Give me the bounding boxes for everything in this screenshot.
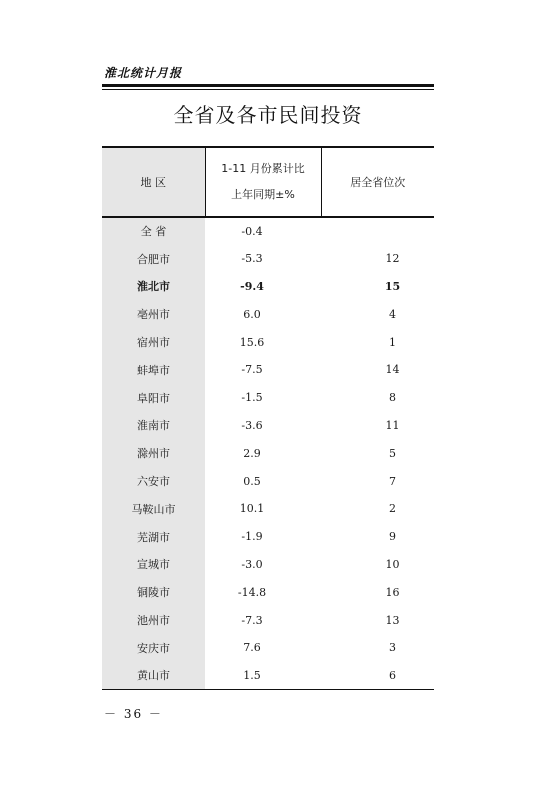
table-row	[102, 412, 434, 440]
cell-change: 10.1	[239, 502, 265, 516]
cell-region: 亳州市	[102, 300, 205, 328]
cell-rank: 1	[389, 335, 396, 349]
cell-region: 淮南市	[102, 412, 205, 440]
table-header-row	[102, 147, 434, 217]
table-row	[102, 356, 434, 384]
cell-change: -1.5	[241, 391, 263, 405]
table-row	[102, 551, 434, 579]
cell-region: 蚌埠市	[102, 356, 205, 384]
page-number: － 36 －	[104, 707, 163, 721]
cell-region: 芜湖市	[102, 523, 205, 551]
cell-region: 黄山市	[102, 662, 205, 690]
cell-region: 滁州市	[102, 439, 205, 467]
cell-region: 全 省	[102, 217, 205, 245]
cell-rank: 14	[385, 363, 400, 377]
table-row	[102, 495, 434, 523]
cell-region: 宿州市	[102, 328, 205, 356]
cell-rank: 13	[385, 613, 400, 627]
column-header-change-line2: 上年同期±%	[231, 188, 295, 201]
table-row	[102, 328, 434, 356]
table-row	[102, 523, 434, 551]
investment-table	[102, 146, 434, 690]
cell-region: 合肥市	[102, 245, 205, 273]
cell-rank: 9	[389, 530, 396, 544]
cell-change: -7.5	[241, 363, 263, 377]
cell-change: -14.8	[237, 585, 267, 599]
column-header-change-line1: 1-11 月份累计比	[221, 162, 305, 175]
cell-rank: 11	[385, 418, 400, 432]
cell-change: 6.0	[243, 307, 261, 321]
cell-change: 7.6	[243, 641, 261, 655]
cell-rank: 12	[385, 252, 400, 266]
table-row	[102, 662, 434, 690]
cell-rank: 5	[389, 446, 396, 460]
table-row	[102, 439, 434, 467]
column-header-rank: 居全省位次	[321, 147, 434, 217]
table-row	[102, 217, 434, 245]
cell-change: -3.6	[241, 418, 263, 432]
column-header-change	[205, 147, 321, 217]
cell-rank: 15	[384, 279, 401, 293]
cell-rank: 2	[389, 502, 396, 516]
table-row	[102, 578, 434, 606]
cell-change: -5.3	[241, 252, 263, 266]
cell-rank: 4	[389, 307, 396, 321]
cell-change: -3.0	[241, 557, 263, 571]
table-row	[102, 606, 434, 634]
table-row	[102, 634, 434, 662]
column-header-region: 地 区	[102, 147, 205, 217]
cell-change: 15.6	[239, 335, 265, 349]
cell-region: 阜阳市	[102, 384, 205, 412]
header-rule-thick	[102, 84, 434, 87]
cell-rank: 10	[385, 557, 400, 571]
publication-title: 淮北统计月报	[104, 66, 183, 80]
cell-change: -9.4	[240, 279, 264, 293]
header-rule-thin	[102, 89, 434, 90]
page-title: 全省及各市民间投资	[173, 103, 363, 127]
table-body	[102, 217, 434, 690]
cell-change: -1.9	[241, 530, 263, 544]
cell-change: 2.9	[243, 446, 261, 460]
cell-region: 宣城市	[102, 551, 205, 579]
table-row	[102, 467, 434, 495]
cell-region: 池州市	[102, 606, 205, 634]
cell-rank: 16	[385, 585, 400, 599]
cell-region: 马鞍山市	[102, 495, 205, 523]
cell-region: 铜陵市	[102, 578, 205, 606]
cell-change: -0.4	[241, 224, 263, 238]
table-row	[102, 245, 434, 273]
cell-rank: 7	[389, 474, 396, 488]
table-row	[102, 300, 434, 328]
cell-change: 1.5	[205, 662, 321, 690]
cell-change: 0.5	[243, 474, 261, 488]
cell-rank: 6	[321, 662, 434, 690]
cell-region: 安庆市	[102, 634, 205, 662]
table-row	[102, 384, 434, 412]
cell-region: 淮北市	[102, 273, 205, 301]
cell-rank	[321, 217, 434, 245]
cell-rank: 8	[389, 391, 396, 405]
table-row	[102, 273, 434, 301]
cell-region: 六安市	[102, 467, 205, 495]
cell-rank: 3	[389, 641, 396, 655]
cell-change: -7.3	[241, 613, 263, 627]
